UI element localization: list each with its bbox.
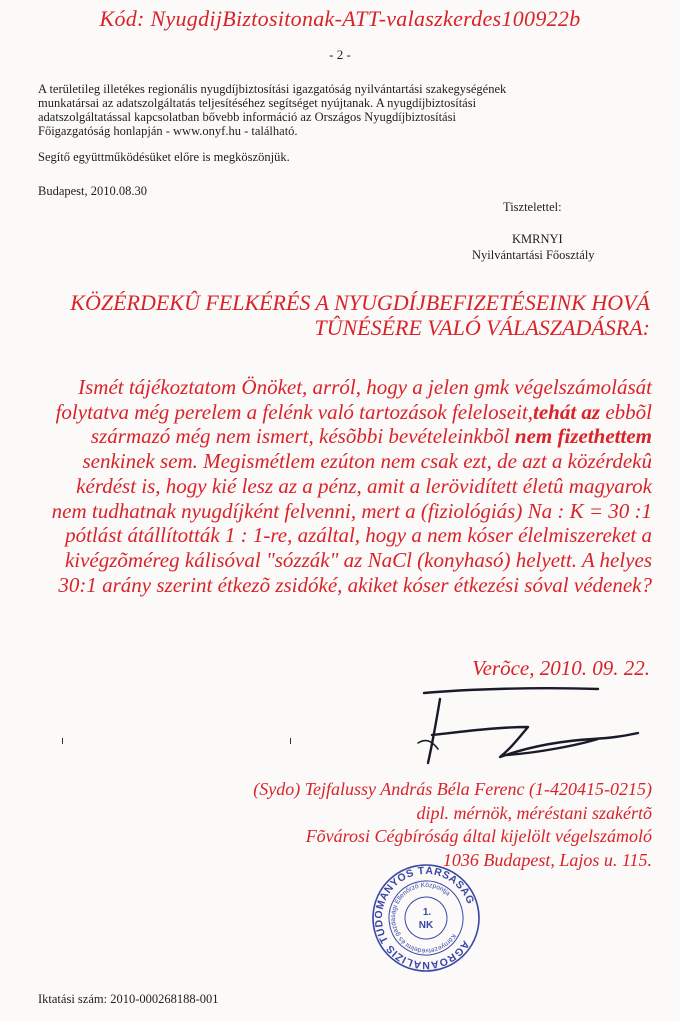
request-line: kivégzõméreg kálisóval "sózzák" az NaCl (konyhasó) helyett. A helyes: [64, 547, 652, 572]
paragraph-line: Főigazgatóság honlapján - www.onyf.hu - található.: [38, 124, 298, 138]
paragraph-line: adatszolgáltatással kapcsolatban bővebb információ az Országos Nyugdíjbiztosítási: [38, 110, 456, 124]
letter-paragraph: [38, 82, 616, 138]
regards-line: Tisztelettel:: [503, 200, 562, 214]
request-line-part: folytatva még perelem a felénk való tartozások feleloseit,: [55, 399, 533, 424]
svg-text:AGROANALIZIS TUDOMÁNYOS TÁRSAS: [370, 862, 482, 974]
letter-date: Budapest, 2010.08.30: [38, 184, 148, 198]
page-number: - 2 -: [329, 47, 351, 62]
request-emphasis: tehát az: [533, 399, 601, 424]
request-line: kérdést is, hogy kié lesz az a pénz, amit a lerövidített életû magyarok: [76, 473, 652, 498]
stamp-inner-text: Környezetvédelmi és gazdasági Ellenőrző Központja: [389, 881, 458, 955]
request-emphasis: nem fizethettem: [514, 424, 652, 449]
paragraph-line: A területileg illetékes regionális nyugdíjbiztosítási igazgatóság nyilvántartási szakegységének: [38, 82, 507, 96]
sender-line: Fõvárosi Cégbíróság által kijelölt végelszámoló: [305, 826, 652, 846]
thanks-line: Segítő együttműködésüket előre is megköszönjük.: [38, 150, 290, 164]
margin-mark: [290, 738, 291, 744]
sender-block: [253, 778, 652, 872]
signatory-name: KMRNYI: [512, 232, 563, 246]
signatory-department: Nyilvántartási Főosztály: [472, 248, 595, 262]
sender-line: dipl. mérnök, méréstani szakértõ: [416, 802, 652, 823]
request-line: senkinek sem. Megismétlem ezúton nem csak ezt, de azt a közérdekû: [82, 449, 652, 474]
stamp-ring-text: AGROANALIZIS TUDOMÁNYOS TÁRSASÁG: [372, 864, 477, 972]
organization-stamp: [370, 862, 482, 974]
request-line: [40, 400, 652, 425]
stamp-code: NK: [418, 920, 434, 931]
stamp-number: 1.: [422, 907, 432, 918]
request-title-line: TÛNÉSÉRE VALÓ VÁLASZADÁSRA:: [314, 315, 650, 340]
sender-line: (Sydo) Tejfalussy András Béla Ferenc (1-420415-0215): [253, 779, 652, 799]
request-title-line: KÖZÉRDEKÛ FELKÉRÉS A NYUGDÍJBEFIZETÉSEINK HOVÁ: [70, 290, 650, 315]
paragraph-line: munkatársai az adatszolgáltatás teljesítéséhez segítséget nyújtanak. A nyugdíjbiztosítási: [38, 96, 477, 110]
request-line: nem tudhatnak nyugdíjként felvenni, mert a (fiziológiás) Na : K = 30 :1: [51, 498, 652, 523]
request-date: Verõce, 2010. 09. 22.: [472, 656, 650, 680]
request-line: 30:1 arány szerint étkezõ zsidóké, akiket kóser étkezési sóval védenek?: [58, 572, 652, 597]
document-code: Kód: NyugdijBiztositonak-ATT-valaszkerdes100922b: [99, 6, 581, 31]
request-body: [40, 375, 652, 597]
request-title: [40, 290, 650, 340]
request-line: Ismét tájékoztatom Önöket, arról, hogy a jelen gmk végelszámolását: [78, 375, 652, 399]
request-line: pótlást átállították 1 : 1-re, azáltal, hogy a nem kóser élelmiszereket a: [65, 523, 652, 548]
handwritten-signature: [388, 683, 658, 775]
sender-line: 1036 Budapest, Lajos u. 115.: [442, 849, 652, 870]
filing-number: Iktatási szám: 2010-000268188-001: [38, 992, 219, 1006]
request-line-part: származó még nem ismert, késõbbi bevételeinkbõl: [90, 424, 510, 449]
request-line-part: ebbõl: [605, 399, 652, 424]
margin-mark: [62, 738, 63, 744]
request-line: [40, 424, 652, 449]
